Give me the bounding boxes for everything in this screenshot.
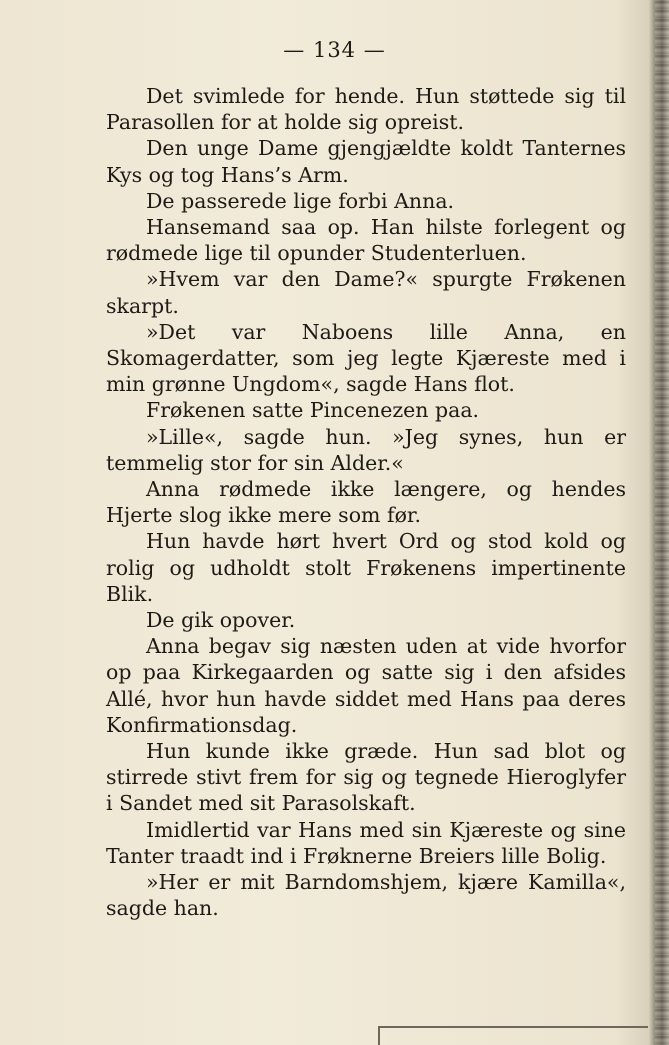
paragraph: Imidlertid var Hans med sin Kjæreste og sine Tanter traadt ind i Frøknerne Breiers lille Bolig. xyxy=(106,817,626,868)
paragraph: Hun kunde ikke græde. Hun sad blot og stirrede stivt frem for sig og tegnede Hieroglyfer i Sandet med sit Parasolskaft. xyxy=(106,739,626,816)
paragraph: Anna rødmede ikke længere, og hendes Hjerte slog ikke mere som før. xyxy=(106,477,626,528)
paragraph: Hansemand saa op. Han hilste forlegent og rødmede lige til opunder Studenterluen. xyxy=(106,215,626,266)
paragraph: Frøkenen satte Pincenezen paa. xyxy=(146,398,480,423)
paragraph: Det svimlede for hende. Hun støttede sig til Parasollen for at holde sig opreist. xyxy=(106,84,626,135)
paragraph: Den unge Dame gjengjældte koldt Tanternes Kys og tog Hans’s Arm. xyxy=(106,136,626,187)
paragraph: »Lille«, sagde hun. »Jeg synes, hun er temmelig stor for sin Alder.« xyxy=(106,424,626,475)
paragraph: »Det var Naboens lille Anna, en Skomagerdatter, som jeg legte Kjæreste med i min grønne Ungdom«, sagde Hans flot. xyxy=(106,319,626,397)
paragraph: »Hvem var den Dame?« spurgte Frøkenen skarpt. xyxy=(106,267,626,318)
footer-rule-tick xyxy=(378,1026,380,1045)
page-number: — 134 — xyxy=(283,38,386,62)
paragraph: De gik opover. xyxy=(146,608,296,633)
page-edge xyxy=(655,0,669,1045)
paragraph: »Her er mit Barndomshjem, kjære Kamilla«, sagde han. xyxy=(106,870,626,921)
footer-rule xyxy=(378,1026,648,1028)
paragraph: Anna begav sig næsten uden at vide hvorfor op paa Kirkegaarden og satte sig i den afsides Allé, hvor hun havde siddet med Hans paa deres Konfirmationsdag. xyxy=(106,634,626,737)
body-text xyxy=(106,83,626,922)
paragraph: De passerede lige forbi Anna. xyxy=(146,188,455,213)
paragraph: Hun havde hørt hvert Ord og stod kold og rolig og udholdt stolt Frøkenens impertinente Blik. xyxy=(106,529,626,606)
